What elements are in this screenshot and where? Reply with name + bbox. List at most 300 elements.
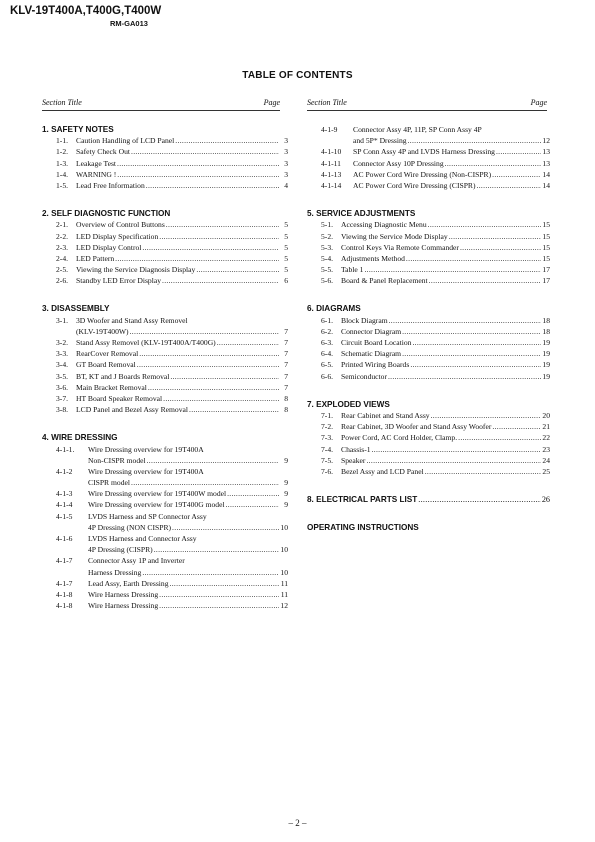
entry-title: Power Cord, AC Cord Holder, Clamp. xyxy=(341,433,458,443)
entry-number: 4-1-3 xyxy=(56,489,73,499)
toc-entry[interactable] xyxy=(307,135,550,146)
entry-title: WARNING ! xyxy=(76,169,117,179)
toc-entry[interactable] xyxy=(42,589,288,600)
page-ref: 9 xyxy=(284,478,288,488)
entry-number: 5-3. xyxy=(321,242,334,252)
entry-title: Wire Dressing overview for 19T400W model xyxy=(88,489,227,499)
dot-leader xyxy=(131,477,279,488)
entry-title: CISPR model xyxy=(88,478,130,488)
page-ref: 7 xyxy=(284,371,288,381)
entry-number: 2-1. xyxy=(56,220,69,230)
dot-leader xyxy=(139,348,279,359)
toc-entry[interactable] xyxy=(307,410,550,421)
page-ref: 10 xyxy=(280,522,288,532)
toc-entry[interactable] xyxy=(307,169,550,180)
entry-title: 3D Woofer and Stand Assy Removel xyxy=(76,315,188,325)
section-title-label: Section Title xyxy=(42,98,82,107)
entry-title: Printed Wiring Boards xyxy=(341,360,410,370)
dot-leader xyxy=(166,219,279,230)
toc-entry[interactable] xyxy=(42,169,288,180)
entry-number: 3-1. xyxy=(56,315,69,325)
toc-entry[interactable] xyxy=(42,264,288,275)
entry-number: 4-1-9 xyxy=(321,125,338,134)
toc-entry[interactable] xyxy=(42,326,288,337)
toc-entry[interactable] xyxy=(307,421,550,432)
page-label: Page xyxy=(263,98,280,107)
page-ref: 8 xyxy=(284,405,288,415)
dot-leader xyxy=(425,466,541,477)
entry-title: LVDS Harness and SP Connector Assy xyxy=(88,511,207,521)
toc-entry[interactable] xyxy=(42,533,288,544)
entry-title: Wire Dressing overview for 19T400A xyxy=(88,466,204,476)
entry-number: 2-3. xyxy=(56,242,69,252)
dot-leader xyxy=(131,146,279,157)
entry-number: 4-1-11 xyxy=(321,158,341,168)
page-ref: 5 xyxy=(284,242,288,252)
entry-title: GT Board Removal xyxy=(76,360,136,370)
page-ref: 22 xyxy=(542,433,550,443)
entry-title: Caution Handling of LCD Panel xyxy=(76,136,175,146)
toc-entry[interactable] xyxy=(42,499,288,510)
entry-title: Adjustments Method xyxy=(341,253,405,263)
dot-leader xyxy=(172,522,279,533)
entry-title: Accessing Diagnostic Menu xyxy=(341,220,427,230)
entry-number: 5-2. xyxy=(321,231,334,241)
dot-leader xyxy=(492,169,541,180)
dot-leader xyxy=(410,359,541,370)
toc-entry[interactable] xyxy=(42,444,288,455)
entry-title: Standby LED Error Display xyxy=(76,276,161,286)
entry-number: 3-7. xyxy=(56,393,69,403)
entry-number: 4-1-8 xyxy=(56,589,73,599)
toc-entry[interactable] xyxy=(307,146,550,157)
page-ref: 19 xyxy=(542,338,550,347)
page-ref: 7 xyxy=(284,338,288,347)
dot-leader xyxy=(196,264,279,275)
column-header-right xyxy=(307,98,547,111)
dot-leader xyxy=(147,455,279,466)
toc-entry[interactable] xyxy=(307,326,550,337)
entry-title: Rear Cabinet, 3D Woofer and Stand Assy Woofer xyxy=(341,422,492,432)
toc-entry[interactable] xyxy=(42,511,288,522)
toc-entry[interactable] xyxy=(42,455,288,466)
entry-title: Chassis-1 xyxy=(341,444,371,454)
entry-number: 4-1-13 xyxy=(321,169,342,179)
entry-number: 4-1-7 xyxy=(56,578,73,588)
section-heading: 2. SELF DIAGNOSTIC FUNCTION xyxy=(42,209,171,219)
entry-title: 4P Dressing (NON CISPR) xyxy=(88,522,172,532)
dot-leader xyxy=(389,315,541,326)
page-ref: 5 xyxy=(284,253,288,263)
dot-leader xyxy=(364,264,541,275)
entry-title: Overview of Control Buttons xyxy=(76,220,165,230)
entry-number: 4-1-14 xyxy=(321,180,342,190)
entry-title: SP Conn Assy 4P and LVDS Harness Dressing xyxy=(353,147,495,157)
entry-title: Viewing the Service Diagnosis Display xyxy=(76,265,196,275)
toc-column-right xyxy=(307,124,550,533)
dot-leader xyxy=(170,371,279,382)
page-ref: 12 xyxy=(280,601,288,611)
dot-leader xyxy=(477,180,541,191)
toc-entry[interactable] xyxy=(42,253,288,264)
toc-entry[interactable] xyxy=(42,180,288,191)
dot-leader xyxy=(402,326,541,337)
entry-title: AC Power Cord Wire Dressing (CISPR) xyxy=(353,180,476,190)
dot-leader xyxy=(412,337,541,348)
page-ref: 10 xyxy=(280,567,288,577)
toc-entry[interactable] xyxy=(307,180,550,191)
entry-title: RearCover Removal xyxy=(76,349,139,359)
entry-number: 6-6. xyxy=(321,371,334,381)
toc-entry[interactable] xyxy=(42,371,288,382)
entry-number: 4-1-4 xyxy=(56,500,73,510)
section-gap xyxy=(307,505,550,522)
dot-leader xyxy=(372,444,541,455)
dot-leader xyxy=(142,567,279,578)
model-number: KLV-19T400A,T400G,T400W xyxy=(10,5,162,17)
entry-number: 7-5. xyxy=(321,455,334,465)
toc-entry[interactable] xyxy=(307,371,550,382)
dot-leader xyxy=(496,146,541,157)
section-heading: 6. DIAGRAMS xyxy=(307,304,361,314)
entry-title: Wire Harness Dressing xyxy=(88,601,159,611)
toc-entry[interactable] xyxy=(42,382,288,393)
dot-leader xyxy=(159,589,279,600)
entry-number: 6-2. xyxy=(321,326,334,336)
entry-number: 6-1. xyxy=(321,315,334,325)
entry-title: Wire Dressing overview for 19T400G model xyxy=(88,500,225,510)
page-ref: 5 xyxy=(284,231,288,241)
toc-entry[interactable] xyxy=(42,242,288,253)
page-ref: 19 xyxy=(542,371,550,381)
entry-number: 7-2. xyxy=(321,422,334,432)
toc-entry[interactable] xyxy=(307,315,550,326)
entry-number: 6-3. xyxy=(321,338,334,347)
toc-entry[interactable] xyxy=(307,242,550,253)
page-ref: 11 xyxy=(280,578,288,588)
toc-entry[interactable] xyxy=(307,337,550,348)
page-ref: 10 xyxy=(280,545,288,555)
toc-entry[interactable] xyxy=(307,444,550,455)
entry-title: BT, KT and J Boards Removal xyxy=(76,371,170,381)
entry-number: 3-4. xyxy=(56,360,69,370)
entry-number: 4-1-10 xyxy=(321,147,342,157)
entry-title: Viewing the Service Mode Display xyxy=(341,231,448,241)
page-ref: 5 xyxy=(284,265,288,275)
toc-entry[interactable] xyxy=(307,275,550,286)
entry-number: 7-4. xyxy=(321,444,334,454)
page-ref: 3 xyxy=(284,158,288,168)
entry-number: 4-1-8 xyxy=(56,601,73,611)
entry-number: 1-1. xyxy=(56,136,69,146)
entry-title: Block Diagram xyxy=(341,315,388,325)
entry-number: 2-6. xyxy=(56,276,69,286)
entry-number: 2-5. xyxy=(56,265,69,275)
toc-entry[interactable] xyxy=(307,348,550,359)
page-ref: 19 xyxy=(542,360,550,370)
toc-entry[interactable] xyxy=(42,477,288,488)
entry-title: Connector Assy 1P and Inverter xyxy=(88,556,185,566)
toc-entry[interactable] xyxy=(42,488,288,499)
page-ref: 15 xyxy=(542,231,550,241)
section-gap xyxy=(307,382,550,399)
entry-number: 1-3. xyxy=(56,158,69,168)
page-ref: 20 xyxy=(542,410,550,420)
page-ref: 14 xyxy=(542,180,550,190)
toc-entry[interactable] xyxy=(42,393,288,404)
entry-title: Bezel Assy and LCD Panel xyxy=(341,466,424,476)
dot-leader xyxy=(445,158,541,169)
toc-entry[interactable] xyxy=(307,219,550,230)
dot-leader xyxy=(117,158,279,169)
entry-title: HT Board Speaker Removal xyxy=(76,393,163,403)
section-heading: OPERATING INSTRUCTIONS xyxy=(307,523,419,533)
page-ref: 9 xyxy=(284,500,288,510)
page-number: – 2 – xyxy=(288,818,307,828)
toc-entry[interactable] xyxy=(307,124,550,135)
page-ref: 6 xyxy=(284,276,288,286)
toc-entry[interactable] xyxy=(42,404,288,415)
entry-title: and 5P* Dressing xyxy=(353,136,407,146)
page-ref: 23 xyxy=(542,444,550,454)
section-title-label: Section Title xyxy=(307,98,347,107)
dot-leader xyxy=(115,253,279,264)
dot-leader xyxy=(431,410,541,421)
page-ref: 7 xyxy=(284,326,288,336)
section-gap xyxy=(42,286,288,303)
dot-leader xyxy=(154,544,279,555)
section-gap xyxy=(307,286,550,303)
entry-number: 4-1-6 xyxy=(56,534,73,543)
dot-leader xyxy=(418,494,541,505)
dot-leader xyxy=(217,337,279,348)
entry-title: Control Keys Via Remote Commander xyxy=(341,242,459,252)
entry-title: Schematic Diagram xyxy=(341,349,402,359)
entry-number: 4-1-1. xyxy=(56,444,75,454)
toc-column-left xyxy=(42,124,288,611)
entry-title: Wire Harness Dressing xyxy=(88,589,159,599)
toc-entry[interactable] xyxy=(42,567,288,578)
page-ref: 8 xyxy=(284,393,288,403)
page-ref: 21 xyxy=(542,422,550,432)
toc-entry[interactable] xyxy=(307,359,550,370)
column-header-left xyxy=(42,98,280,111)
entry-number: 5-6. xyxy=(321,276,334,286)
section-heading: 5. SERVICE ADJUSTMENTS xyxy=(307,209,416,219)
toc-entry[interactable] xyxy=(42,522,288,533)
toc-entry[interactable] xyxy=(307,466,550,477)
entry-title: Rear Cabinet and Stand Assy xyxy=(341,410,430,420)
toc-entry[interactable] xyxy=(307,231,550,242)
entry-title: Connector Assy 4P, 11P, SP Conn Assy 4P xyxy=(353,125,482,134)
toc-entry[interactable] xyxy=(42,359,288,370)
dot-leader xyxy=(492,421,541,432)
entry-number: 5-4. xyxy=(321,253,334,263)
dot-leader xyxy=(159,231,279,242)
page-ref: 17 xyxy=(542,265,550,275)
toc-entry[interactable] xyxy=(307,264,550,275)
dot-leader xyxy=(170,578,280,589)
toc-entry[interactable] xyxy=(42,555,288,566)
page-ref: 3 xyxy=(284,147,288,157)
dot-leader xyxy=(117,169,279,180)
entry-number: 3-3. xyxy=(56,349,69,359)
dot-leader xyxy=(130,326,279,337)
entry-title: Board & Panel Replacement xyxy=(341,276,428,286)
entry-title: Circuit Board Location xyxy=(341,338,412,347)
entry-number: 5-5. xyxy=(321,265,334,275)
entry-title: LED Display Specification xyxy=(76,231,159,241)
entry-title: Lead Assy, Earth Dressing xyxy=(88,578,169,588)
entry-number: 4-1-5 xyxy=(56,511,73,521)
entry-title: Connector Assy 10P Dressing xyxy=(353,158,444,168)
entry-number: 7-3. xyxy=(321,433,334,443)
page-ref: 12 xyxy=(542,136,550,146)
page-label: Page xyxy=(530,98,547,107)
dot-leader xyxy=(162,275,279,286)
page-ref: 11 xyxy=(280,589,288,599)
toc-entry[interactable] xyxy=(307,158,550,169)
entry-number: 2-4. xyxy=(56,253,69,263)
section-gap xyxy=(307,477,550,494)
toc-entry[interactable] xyxy=(42,275,288,286)
dot-leader xyxy=(159,600,279,611)
dot-leader xyxy=(366,455,541,466)
toc-entry[interactable] xyxy=(42,600,288,611)
entry-number: 1-2. xyxy=(56,147,69,157)
page-ref: 25 xyxy=(542,466,550,476)
dot-leader xyxy=(408,135,541,146)
page-ref: 18 xyxy=(542,315,550,325)
entry-number: 4-1-2 xyxy=(56,466,73,476)
dot-leader xyxy=(458,432,541,443)
entry-title: Stand Assy Removel (KLV-19T400A/T400G) xyxy=(76,338,216,347)
dot-leader xyxy=(163,393,279,404)
entry-number: 3-5. xyxy=(56,371,69,381)
entry-number: 7-1. xyxy=(321,410,334,420)
entry-title: AC Power Cord Wire Dressing (Non-CISPR) xyxy=(353,169,492,179)
dot-leader xyxy=(189,404,279,415)
entry-title: Leakage Test xyxy=(76,158,117,168)
dot-leader xyxy=(137,359,279,370)
section-heading: 7. EXPLODED VIEWS xyxy=(307,399,390,409)
section-gap xyxy=(42,191,288,208)
toc-entry[interactable] xyxy=(42,578,288,589)
dot-leader xyxy=(227,488,279,499)
page-ref: 7 xyxy=(284,349,288,359)
entry-title: Connector Diagram xyxy=(341,326,402,336)
page-ref: 18 xyxy=(542,326,550,336)
page-title: TABLE OF CONTENTS xyxy=(242,70,353,81)
entry-number: 6-4. xyxy=(321,349,334,359)
toc-entry[interactable] xyxy=(42,146,288,157)
entry-title: Main Bracket Removal xyxy=(76,382,147,392)
page-ref: 7 xyxy=(284,360,288,370)
toc-entry[interactable] xyxy=(42,337,288,348)
dot-leader xyxy=(449,231,541,242)
entry-number: 5-1. xyxy=(321,220,334,230)
dot-leader xyxy=(146,180,279,191)
page-ref: 26 xyxy=(541,495,550,505)
dot-leader xyxy=(142,242,279,253)
toc-entry[interactable] xyxy=(42,231,288,242)
entry-title: Wire Dressing overview for 19T400A xyxy=(88,444,204,454)
toc-section-entry[interactable] xyxy=(307,494,550,505)
dot-leader xyxy=(406,253,541,264)
toc-entry[interactable] xyxy=(42,219,288,230)
page-ref: 5 xyxy=(284,220,288,230)
entry-number: 7-6. xyxy=(321,466,334,476)
toc-entry[interactable] xyxy=(42,135,288,146)
page-ref: 15 xyxy=(542,220,550,230)
toc-entry[interactable] xyxy=(42,544,288,555)
entry-title: Non-CISPR model xyxy=(88,455,146,465)
entry-number: 4-1-7 xyxy=(56,556,73,566)
toc-entry[interactable] xyxy=(42,466,288,477)
entry-title: Semiconductor xyxy=(341,371,387,381)
entry-title: LED Pattern xyxy=(76,253,115,263)
page-ref: 9 xyxy=(284,489,288,499)
remote-model: RM-GA013 xyxy=(110,19,148,28)
dot-leader xyxy=(402,348,541,359)
entry-title: LCD Panel and Bezel Assy Removal xyxy=(76,405,188,415)
section-heading: 1. SAFETY NOTES xyxy=(42,125,114,134)
section-gap xyxy=(42,415,288,432)
page-ref: 15 xyxy=(542,253,550,263)
dot-leader xyxy=(429,275,541,286)
entry-number: 1-5. xyxy=(56,180,69,190)
dot-leader xyxy=(148,382,279,393)
entry-title: 4P Dressing (CISPR) xyxy=(88,545,153,555)
entry-title: Lead Free Information xyxy=(76,180,145,190)
toc-entry[interactable] xyxy=(307,455,550,466)
entry-title: Harness Dressing xyxy=(88,567,142,577)
toc-entry[interactable] xyxy=(307,432,550,443)
page-ref: 17 xyxy=(542,276,550,286)
toc-entry[interactable] xyxy=(307,253,550,264)
dot-leader xyxy=(460,242,541,253)
section-heading: 4. WIRE DRESSING xyxy=(42,433,118,443)
dot-leader xyxy=(175,135,279,146)
page-ref: 3 xyxy=(284,169,288,179)
entry-number: 3-8. xyxy=(56,405,69,415)
entry-title: Safety Check Out xyxy=(76,147,130,157)
entry-number: 2-2. xyxy=(56,231,69,241)
page-ref: 13 xyxy=(542,147,550,157)
entry-number: 3-6. xyxy=(56,382,69,392)
entry-title: LED Display Control xyxy=(76,242,142,252)
toc-entry[interactable] xyxy=(42,315,288,326)
page-ref: 19 xyxy=(542,349,550,359)
page-ref: 14 xyxy=(542,169,550,179)
section-title: 8. ELECTRICAL PARTS LIST xyxy=(307,495,418,505)
entry-number: 3-2. xyxy=(56,338,69,347)
entry-title: (KLV-19T400W) xyxy=(76,326,129,336)
dot-leader xyxy=(428,219,541,230)
entry-title: Table 1 xyxy=(341,265,364,275)
dot-leader xyxy=(388,371,541,382)
toc-entry[interactable] xyxy=(42,158,288,169)
entry-title: LVDS Harness and Connector Assy xyxy=(88,534,197,543)
page-ref: 24 xyxy=(542,455,550,465)
dot-leader xyxy=(226,499,279,510)
page-ref: 15 xyxy=(542,242,550,252)
entry-number: 6-5. xyxy=(321,360,334,370)
toc-entry[interactable] xyxy=(42,348,288,359)
page-ref: 9 xyxy=(284,455,288,465)
page-ref: 4 xyxy=(284,180,288,190)
entry-number: 1-4. xyxy=(56,169,69,179)
